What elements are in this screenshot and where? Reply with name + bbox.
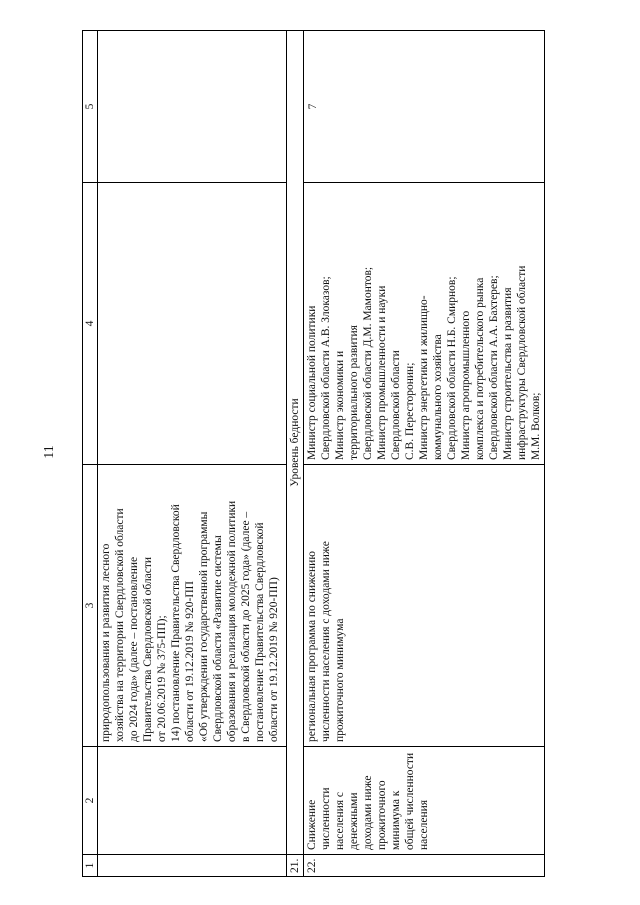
responsible-line: Министр агропромышленного [460, 310, 472, 460]
row-number [98, 855, 287, 877]
programs-line: природопользования и развития лесного [100, 543, 112, 742]
indicator-line: общей численности [404, 752, 416, 850]
value-cell [98, 31, 287, 183]
programs-line: в Свердловской области до 2025 года» (далее – [240, 511, 252, 742]
header-col-4: 4 [83, 183, 98, 465]
programs-line: до 2024 года» (далее – постановление [128, 556, 140, 742]
header-row [83, 31, 98, 877]
program-table [82, 30, 545, 877]
programs-line: Правительства Свердловской области [142, 556, 154, 742]
programs-line: постановление Правительства Свердловской [254, 522, 266, 742]
responsible-line: Свердловской области [390, 350, 402, 460]
section-title: Уровень бедности [287, 31, 304, 855]
responsible-line: С.В. Пересторонин; [404, 362, 416, 460]
programs-line: хозяйства на территории Свердловской области [114, 508, 126, 742]
programs-line: Свердловской области «Развитие системы [212, 535, 224, 742]
responsible-line: Свердловской области А.А. Бахтерев; [488, 275, 500, 460]
table-row-section [287, 31, 304, 877]
responsible-line: Министр промышленности и науки [376, 285, 388, 460]
page-number: 11 [42, 445, 57, 459]
indicator-line: Снижение численности [306, 787, 332, 850]
responsible-line: Министр строительства и развития [502, 287, 514, 460]
responsible-line: Министр энергетики и жилищно- [418, 295, 430, 460]
header-col-5: 5 [83, 31, 98, 183]
programs-cell [304, 465, 545, 747]
indicator-line: доходами ниже [362, 775, 374, 850]
programs-cell [98, 465, 287, 747]
programs-line: «Об утверждении государственной программы [198, 511, 210, 742]
header-col-3: 3 [83, 465, 98, 747]
indicator-line: прожиточного минимума к [376, 780, 402, 850]
row-number: 22. [304, 855, 545, 877]
programs-line: области от 19.12.2019 № 920-ПП) [268, 577, 280, 742]
responsible-line: Свердловской области А.В. Злоказов; [320, 276, 332, 460]
header-col-2: 2 [83, 747, 98, 855]
responsible-cell [98, 183, 287, 465]
programs-line: области от 19.12.2019 № 920-ПП [184, 581, 196, 742]
indicator-line: населения [418, 799, 430, 850]
programs-line: образования и реализация молодежной политики [226, 500, 238, 742]
programs-line: региональная программа по снижению [306, 551, 318, 742]
rotated-table-container [82, 31, 564, 877]
programs-line: численности населения с доходами ниже [320, 541, 332, 742]
table-row-continuation [98, 31, 287, 877]
responsible-line: коммунального хозяйства [432, 334, 444, 460]
responsible-line: инфраструктуры Свердловской области [516, 265, 528, 460]
value-cell: 7 [304, 31, 545, 183]
responsible-line: Министр экономики и [334, 350, 346, 460]
programs-line: 14) постановление Правительства Свердловской [170, 504, 182, 742]
responsible-cell [304, 183, 545, 465]
section-number: 21. [287, 855, 304, 877]
programs-line: прожиточного минимума [334, 618, 346, 742]
responsible-line: Свердловской области Д.М. Мамонтов; [362, 266, 374, 460]
responsible-line: территориального развития [348, 325, 360, 460]
responsible-line: М.М. Волков; [530, 392, 542, 460]
indicator-cell [304, 747, 545, 855]
indicator-cell [98, 747, 287, 855]
indicator-line: населения с денежными [334, 791, 360, 850]
responsible-line: комплекса и потребительского рынка [474, 277, 486, 460]
programs-line: от 20.06.2019 № 375-ПП); [156, 615, 168, 742]
table-row-22 [304, 31, 545, 877]
header-col-1: 1 [83, 855, 98, 877]
responsible-line: Министр социальной политики [306, 305, 318, 460]
responsible-line: Свердловской области Н.Б. Смирнов; [446, 276, 458, 460]
